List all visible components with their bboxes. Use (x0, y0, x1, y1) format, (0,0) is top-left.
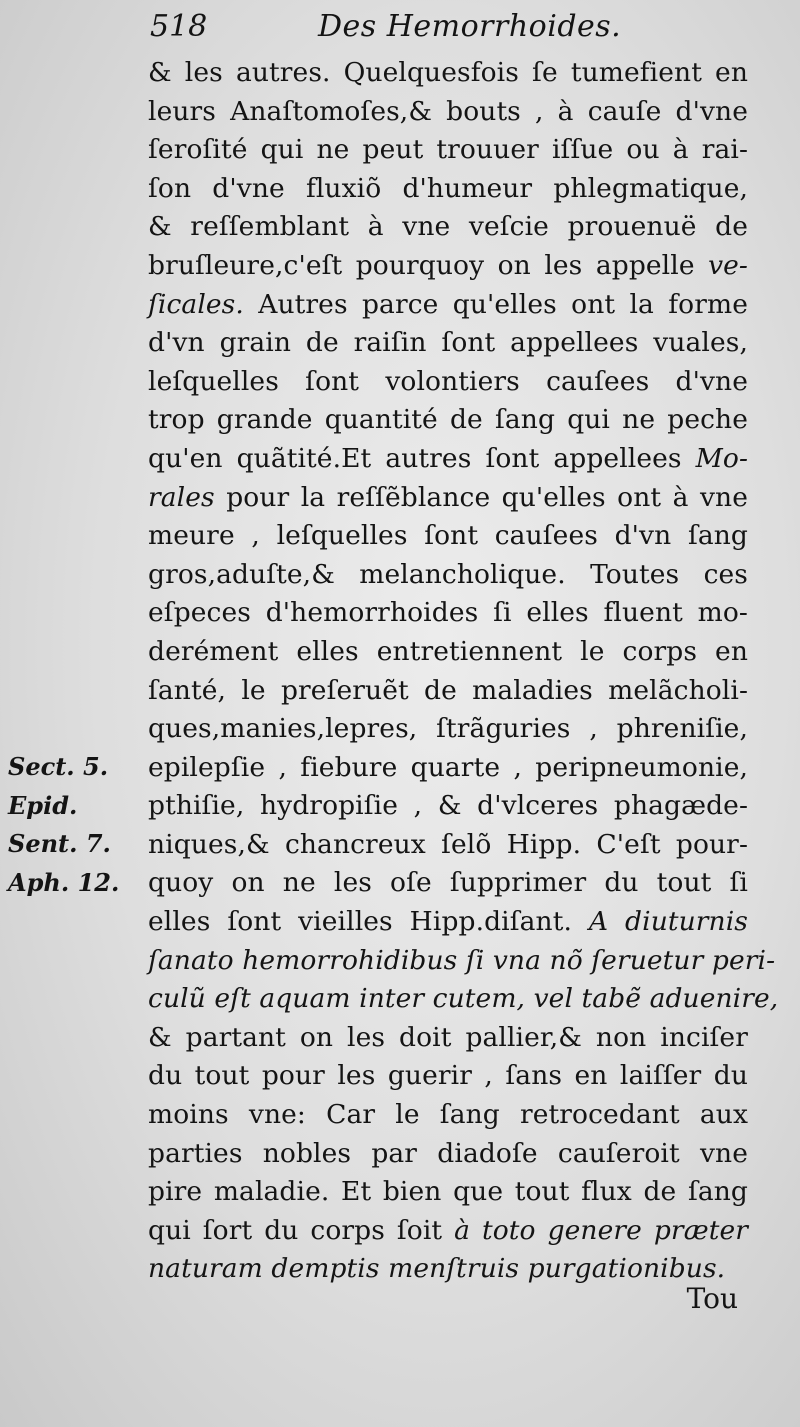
line-text: ſon d'vne fluxiõ d'humeur phlegmatique, (148, 172, 748, 204)
text-line (148, 401, 748, 440)
text-line (148, 440, 748, 479)
line-text: bruſleure,c'eſt pourquoy on les appelle (148, 249, 709, 281)
line-text: quoy on ne les oſe ſupprimer du tout ſi (148, 867, 748, 899)
text-line (148, 1019, 748, 1058)
text-line (148, 942, 776, 981)
margin-note: Sect. 5. (8, 752, 109, 781)
text-line (148, 903, 748, 942)
text-line (148, 479, 748, 518)
margin-note: Aph. 12. (8, 867, 120, 897)
line-text: & partant on les doit pallier,& non inciſer (148, 1021, 748, 1053)
line-text: moins vne: Car le ſang retrocedant aux (148, 1099, 748, 1131)
line-italic-text: ve- (708, 249, 748, 281)
page-header (150, 6, 750, 48)
line-text: eſpeces d'hemorrhoides ſi elles fluent mo- (148, 597, 748, 629)
line-text: ſanté, le preſeruẽt de maladies melãcholi- (148, 674, 748, 706)
line-text: leurs Anaſtomoſes,& bouts , à cauſe d'vne (148, 95, 748, 127)
text-line (148, 1096, 748, 1135)
text-line (148, 749, 748, 788)
text-line (148, 980, 779, 1019)
text-line (148, 1173, 748, 1212)
margin-notes (8, 748, 143, 902)
line-text: derément elles entretiennent le corps en (148, 635, 748, 667)
text-line (148, 93, 748, 132)
line-text: Autres parce qu'elles ont la forme (243, 288, 748, 320)
line-text: gros,aduſte,& melancholique. Toutes ces (148, 558, 748, 590)
line-italic-text: à toto genere præter (454, 1214, 749, 1246)
text-line (148, 633, 748, 672)
body-text (148, 54, 779, 1289)
line-text: & les autres. Quelquesfois ſe tumefient en (148, 57, 748, 88)
line-text: qu'en quãtité.Et autres ſont appellees (148, 442, 696, 474)
line-text: qui ſort du corps ſoit (148, 1214, 455, 1246)
text-line (148, 131, 748, 170)
line-italic-text: A diuturnis (588, 906, 748, 938)
text-line (148, 1212, 748, 1251)
text-line (148, 594, 748, 633)
line-text: du tout pour les guerir , ſans en laiſſer du (148, 1060, 748, 1092)
line-italic-text: ſanato hemorrohidibus ſi vna nõ ſeruetur peri- (148, 944, 776, 976)
text-line (148, 286, 748, 325)
line-text: ques,manies,lepres, ſtrãguries , phreniſie, (148, 713, 748, 745)
running-title: Des Hemorrhoides. (318, 9, 622, 44)
text-line (148, 324, 748, 363)
line-text: trop grande quantité de ſang qui ne peche (148, 404, 748, 436)
line-text: pire maladie. Et bien que tout flux de ſang (148, 1176, 748, 1208)
text-line (148, 710, 748, 749)
text-line (148, 54, 748, 93)
page-number: 518 (150, 9, 208, 44)
line-italic-text: rales (148, 481, 215, 513)
text-line (148, 517, 748, 556)
text-line (148, 556, 748, 595)
catchword: Tou (686, 1282, 738, 1315)
line-text: & reſſemblant à vne veſcie prouenuë de (148, 211, 748, 243)
line-text: parties nobles par diadoſe cauſeroit vne (148, 1137, 748, 1169)
text-line (148, 1135, 748, 1174)
line-text: niques,& chancreux ſelõ Hipp. C'eſt pour- (148, 828, 748, 860)
line-text: pour la reſſẽblance qu'elles ont à vne (214, 481, 748, 513)
text-line (148, 787, 748, 826)
margin-note: Epid. (8, 790, 78, 820)
line-text: ſeroſité qui ne peut trouuer iſſue ou à rai- (148, 134, 748, 166)
text-line (148, 363, 748, 402)
text-line (148, 826, 748, 865)
line-text: leſquelles ſont volontiers cauſees d'vne (148, 365, 748, 397)
line-text: pthiſie, hydropiſie , & d'vlceres phagæde- (148, 790, 748, 822)
text-line (148, 170, 748, 209)
text-line (148, 864, 748, 903)
line-text: meure , leſquelles ſont cauſees d'vn ſang (148, 520, 748, 552)
line-italic-text: ſicales. (148, 288, 244, 320)
line-italic-text: culũ eſt aquam inter cutem, vel tabẽ aduenire, (148, 983, 779, 1015)
line-text: d'vn grain de raiſin ſont appellees vuales, (148, 327, 748, 359)
text-line (148, 1057, 748, 1096)
line-text: epilepſie , fiebure quarte , peripneumonie, (148, 751, 748, 783)
margin-note: Sent. 7. (8, 829, 111, 859)
line-text: elles ſont vieilles Hipp.diſant. (148, 906, 589, 938)
line-italic-text: naturam demptis menſtruis purgationibus. (148, 1253, 726, 1285)
line-italic-text: Mo- (695, 442, 748, 474)
text-line (148, 672, 748, 711)
text-line (148, 208, 748, 247)
text-line (148, 1250, 748, 1289)
text-line (148, 247, 748, 286)
